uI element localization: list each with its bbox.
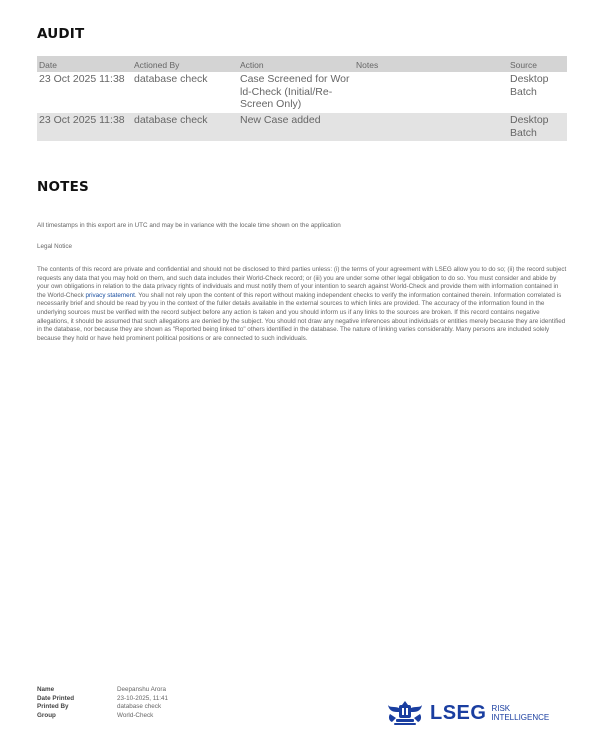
cell-notes <box>354 113 508 141</box>
meta-label: Printed By <box>37 703 69 711</box>
logo-sub-line2: INTELLIGENCE <box>491 713 550 722</box>
timestamp-note: All timestamps in this export are in UTC and may be in variance with the locale time shown on the application <box>37 222 341 229</box>
meta-value: 23-10-2025, 11:41 <box>117 694 168 702</box>
logo-subtitle <box>491 704 549 722</box>
cell-action: Case Screened for Wor ld-Check (Initial/Re-Screen Only) <box>238 72 354 113</box>
meta-value: World-Check <box>117 711 154 719</box>
meta-row-name <box>37 686 168 695</box>
cell-actioned-by: database check <box>132 72 238 113</box>
print-metadata <box>37 686 168 720</box>
meta-label: Name <box>37 686 55 693</box>
cell-notes <box>354 72 508 113</box>
table-row <box>37 72 567 113</box>
column-header-actioned-by: Actioned By <box>132 56 238 72</box>
privacy-statement-link[interactable]: privacy statement <box>85 291 135 299</box>
cell-source: Desktop Batch <box>508 72 567 113</box>
meta-row-group <box>37 712 168 721</box>
meta-value: Deepanshu Arora <box>117 686 167 693</box>
crest-icon <box>386 700 424 726</box>
audit-header-row <box>37 56 567 72</box>
meta-row-date-printed <box>37 695 168 704</box>
meta-value: database check <box>117 703 162 711</box>
column-header-source: Source <box>508 56 567 72</box>
cell-source: Desktop Batch <box>508 113 567 141</box>
table-row <box>37 113 567 141</box>
column-header-date: Date <box>37 56 132 72</box>
legal-text-part-1: The contents of this record are private and confidential and should not be disclosed to third parties unless: (i) the terms of your agreement with LSEG allow you to do so; (ii) the record subject requests any data that you may hold on them, and such data includes their World-Check record; or (iii) you are under some other legal obligation to do so. You must consider and abide by your own obligations in relation to the data privacy rights of individuals and must notify them of your intention to search against World-Check and provide them with information contained in the World-Check <box>37 266 567 299</box>
lseg-logo <box>386 700 549 726</box>
audit-table <box>37 56 567 141</box>
cell-date: 23 Oct 2025 11:38 <box>37 113 132 141</box>
cell-action: New Case added <box>238 113 354 141</box>
meta-label: Date Printed <box>37 694 75 702</box>
meta-row-printed-by <box>37 703 168 712</box>
cell-date: 23 Oct 2025 11:38 <box>37 72 132 113</box>
audit-section-title: AUDIT <box>37 26 85 42</box>
column-header-action: Action <box>238 56 354 72</box>
legal-text-part-2: . You shall not rely upon the content of this report without making independent checks to verify the information contained therein. Information correlated is necessarily brief and should be read by you in the context of the fuller details available in the external sources to which links are provided. The accuracy of the information found in the underlying sources must be verified with the record subject before any action is taken and you should inform us if any links to the sources are broken. If this record contains negative allegations, it should be assumed that such allegations are denied by the subject. You should not draw any negative inferences about individuals or entities merely because they are identified in the database, nor because they are shown as "Reported being linked to" others identified in the database. The nature of linking varies considerably. Many persons are included solely because they hold or have held prominent political positions or are connected to such individuals. <box>37 291 566 342</box>
meta-label: Group <box>37 711 56 719</box>
cell-actioned-by: database check <box>132 113 238 141</box>
logo-sub-line1: RISK <box>491 704 511 713</box>
legal-notice-body <box>37 266 567 343</box>
column-header-notes: Notes <box>354 56 508 72</box>
notes-section-title: NOTES <box>37 179 89 195</box>
legal-notice-heading: Legal Notice <box>37 243 73 250</box>
lseg-wordmark: LSEG <box>430 701 487 724</box>
